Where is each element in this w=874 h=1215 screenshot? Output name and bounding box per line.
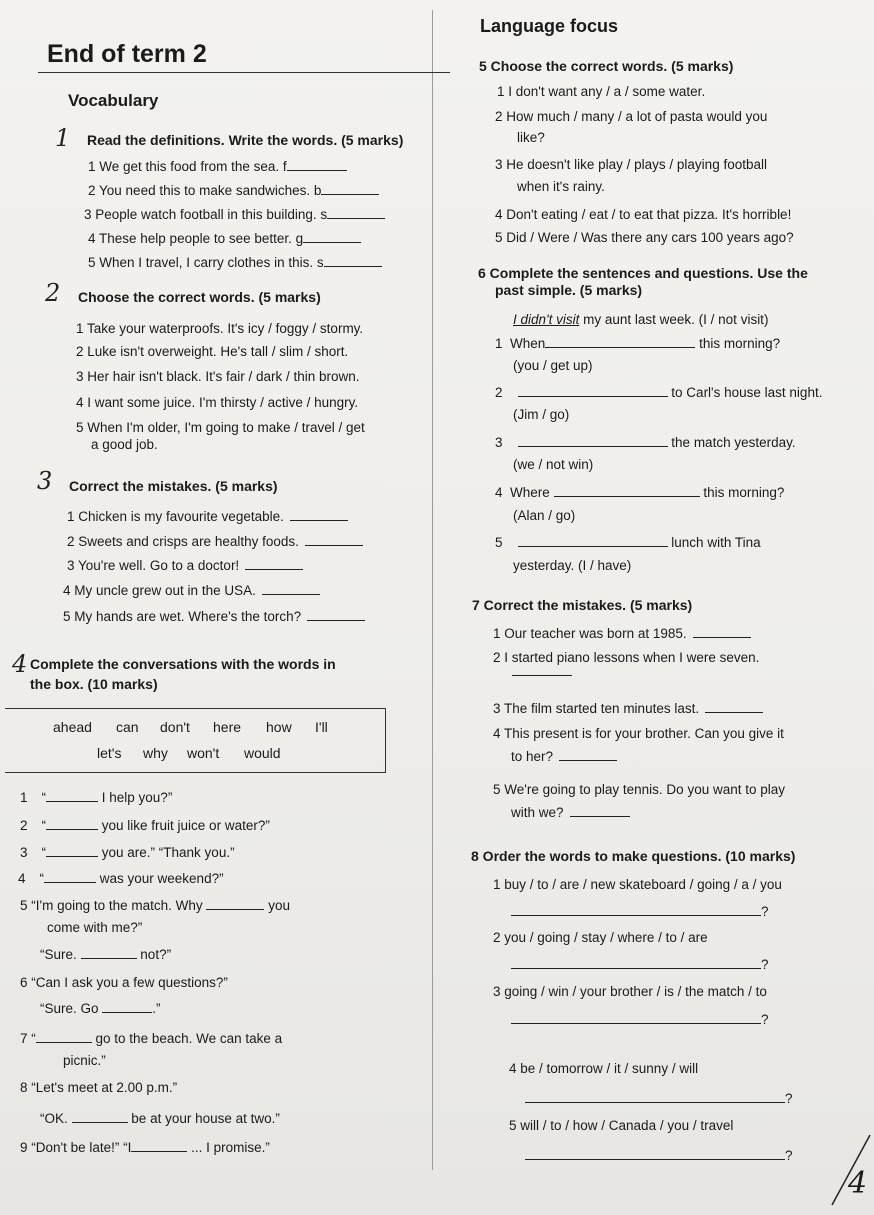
ex8-item-3: 3 going / win / your brother / is / the match / to xyxy=(493,984,767,999)
page-number: 4 xyxy=(848,1166,868,1201)
ex8-answer-line-3: ? xyxy=(511,1011,769,1027)
ex7-item-2: 2 I started piano lessons when I were seven. xyxy=(493,650,760,665)
page-title: End of term 2 xyxy=(47,40,207,68)
box-word: won't xyxy=(187,745,220,761)
ex6-item-1-cue: (you / get up) xyxy=(513,358,593,373)
ex7-item-2-blank xyxy=(512,675,572,676)
ex3-item-1: 1 Chicken is my favourite vegetable. xyxy=(67,508,348,524)
ex4-item-5-reply: “Sure. not?” xyxy=(40,947,172,962)
ex2-item-1: 1 Take your waterproofs. It's icy / foggy / stormy. xyxy=(76,321,364,336)
box-word: don't xyxy=(160,719,190,735)
ex4-item-2: 2 “ you like fruit juice or water?” xyxy=(20,818,270,833)
box-word: why xyxy=(143,745,168,761)
ex4-instruction-line1: Complete the conversations with the words in xyxy=(30,656,336,672)
ex4-item-1: 1 “ I help you?” xyxy=(20,790,173,805)
ex4-item-5-cont: come with me?” xyxy=(47,920,143,935)
ex3-handwritten-number: 3 xyxy=(37,467,53,495)
ex6-item-2-cue: (Jim / go) xyxy=(513,407,570,422)
ex4-item-6: 6 “Can I ask you a few questions?” xyxy=(20,975,228,990)
ex4-item-7: 7 “ go to the beach. We can take a xyxy=(20,1031,283,1046)
ex4-item-8-reply: “OK. be at your house at two.” xyxy=(40,1111,280,1126)
ex4-item-5: 5 “I'm going to the match. Why you xyxy=(20,898,290,913)
ex6-item-4: 4 Where this morning? xyxy=(495,485,785,500)
ex4-item-4: 4 “ was your weekend?” xyxy=(18,871,224,886)
ex6-item-5: 5 lunch with Tina xyxy=(495,535,761,550)
ex5-item-4: 4 Don't eating / eat / to eat that pizza. It's horrible! xyxy=(495,207,792,222)
ex2-item-5-cont: a good job. xyxy=(91,437,158,452)
ex5-instruction: 5 Choose the correct words. (5 marks) xyxy=(479,58,734,74)
ex2-item-4: 4 I want some juice. I'm thirsty / active / hungry. xyxy=(76,395,359,410)
box-word: can xyxy=(116,719,139,735)
ex4-item-7-cont: picnic.” xyxy=(63,1053,106,1068)
box-word: here xyxy=(213,719,242,735)
ex2-handwritten-number: 2 xyxy=(45,279,61,307)
ex1-item-3: 3 People watch football in this building. s xyxy=(84,206,385,222)
ex8-instruction: 8 Order the words to make questions. (10 marks) xyxy=(471,848,796,864)
ex1-instruction: Read the definitions. Write the words. (5 marks) xyxy=(87,132,404,148)
ex7-item-4: 4 This present is for your brother. Can you give it xyxy=(493,726,784,741)
ex2-item-3: 3 Her hair isn't black. It's fair / dark / thin brown. xyxy=(76,369,360,384)
ex6-item-3: 3 the match yesterday. xyxy=(495,435,796,450)
column-divider xyxy=(432,10,433,1170)
ex3-item-4: 4 My uncle grew out in the USA. xyxy=(63,582,320,598)
box-word: how xyxy=(266,719,292,735)
ex6-item-3-cue: (we / not win) xyxy=(513,457,594,472)
ex1-item-5: 5 When I travel, I carry clothes in this. s xyxy=(88,254,382,270)
ex5-item-2: 2 How much / many / a lot of pasta would you xyxy=(495,109,768,124)
ex6-example: I didn't visit my aunt last week. (I / not visit) xyxy=(513,312,769,327)
ex7-item-1: 1 Our teacher was born at 1985. xyxy=(493,625,751,641)
section-title-language-focus: Language focus xyxy=(480,16,619,36)
ex1-item-1: 1 We get this food from the sea. f xyxy=(88,158,347,174)
ex3-item-5: 5 My hands are wet. Where's the torch? xyxy=(63,608,365,624)
box-word: would xyxy=(244,745,281,761)
title-underline xyxy=(38,72,450,73)
ex8-item-5: 5 will / to / how / Canada / you / travel xyxy=(509,1118,734,1133)
box-word: I'll xyxy=(315,719,328,735)
ex8-answer-line-2: ? xyxy=(511,956,769,972)
word-box xyxy=(5,708,386,773)
ex3-item-2: 2 Sweets and crisps are healthy foods. xyxy=(67,533,363,549)
ex6-item-2: 2 to Carl's house last night. xyxy=(495,385,823,400)
ex6-item-4-cue: (Alan / go) xyxy=(513,508,576,523)
ex2-item-5: 5 When I'm older, I'm going to make / travel / get xyxy=(76,420,365,435)
ex5-item-1: 1 I don't want any / a / some water. xyxy=(497,84,706,99)
ex3-item-3: 3 You're well. Go to a doctor! xyxy=(67,557,303,573)
ex4-item-8: 8 “Let's meet at 2.00 p.m.” xyxy=(20,1080,178,1095)
ex7-item-3: 3 The film started ten minutes last. xyxy=(493,700,763,716)
ex5-item-2-cont: like? xyxy=(517,130,545,145)
ex5-item-3-cont: when it's rainy. xyxy=(517,179,605,194)
box-word: let's xyxy=(97,745,122,761)
ex2-item-2: 2 Luke isn't overweight. He's tall / slim / short. xyxy=(76,344,349,359)
ex4-item-9: 9 “Don't be late!” “I ... I promise.” xyxy=(20,1140,270,1155)
ex8-answer-line-4: ? xyxy=(525,1090,793,1106)
ex7-item-5-cont: with we? xyxy=(511,804,630,820)
ex5-item-3: 3 He doesn't like play / plays / playing football xyxy=(495,157,767,172)
ex4-handwritten-number: 4 xyxy=(12,650,28,678)
ex8-item-4: 4 be / tomorrow / it / sunny / will xyxy=(509,1061,699,1076)
box-word: ahead xyxy=(53,719,92,735)
ex8-answer-line-5: ? xyxy=(525,1147,793,1163)
ex6-item-1: 1 When this morning? xyxy=(495,336,781,351)
ex6-instruction-line2: past simple. (5 marks) xyxy=(495,282,643,298)
ex4-instruction-line2: the box. (10 marks) xyxy=(30,676,158,692)
ex1-handwritten-number: 1 xyxy=(55,124,71,152)
ex7-item-4-cont: to her? xyxy=(511,748,617,764)
ex4-item-3: 3 “ you are.” “Thank you.” xyxy=(20,845,235,860)
ex1-item-4: 4 These help people to see better. g xyxy=(88,230,361,246)
ex2-instruction: Choose the correct words. (5 marks) xyxy=(78,289,321,305)
ex6-instruction-line1: 6 Complete the sentences and questions. Use the xyxy=(478,265,808,281)
ex8-item-2: 2 you / going / stay / where / to / are xyxy=(493,930,708,945)
ex7-item-5: 5 We're going to play tennis. Do you want to play xyxy=(493,782,785,797)
ex1-item-2: 2 You need this to make sandwiches. b xyxy=(88,182,379,198)
ex4-item-6-reply: “Sure. Go .” xyxy=(40,1001,161,1016)
ex8-item-1: 1 buy / to / are / new skateboard / going / a / you xyxy=(493,877,782,892)
vocabulary-heading: Vocabulary xyxy=(68,91,159,110)
ex7-instruction: 7 Correct the mistakes. (5 marks) xyxy=(472,597,693,613)
ex8-answer-line-1: ? xyxy=(511,903,769,919)
ex6-item-5-cue: yesterday. (I / have) xyxy=(513,558,632,573)
ex3-instruction: Correct the mistakes. (5 marks) xyxy=(69,478,278,494)
ex5-item-5: 5 Did / Were / Was there any cars 100 years ago? xyxy=(495,230,794,245)
